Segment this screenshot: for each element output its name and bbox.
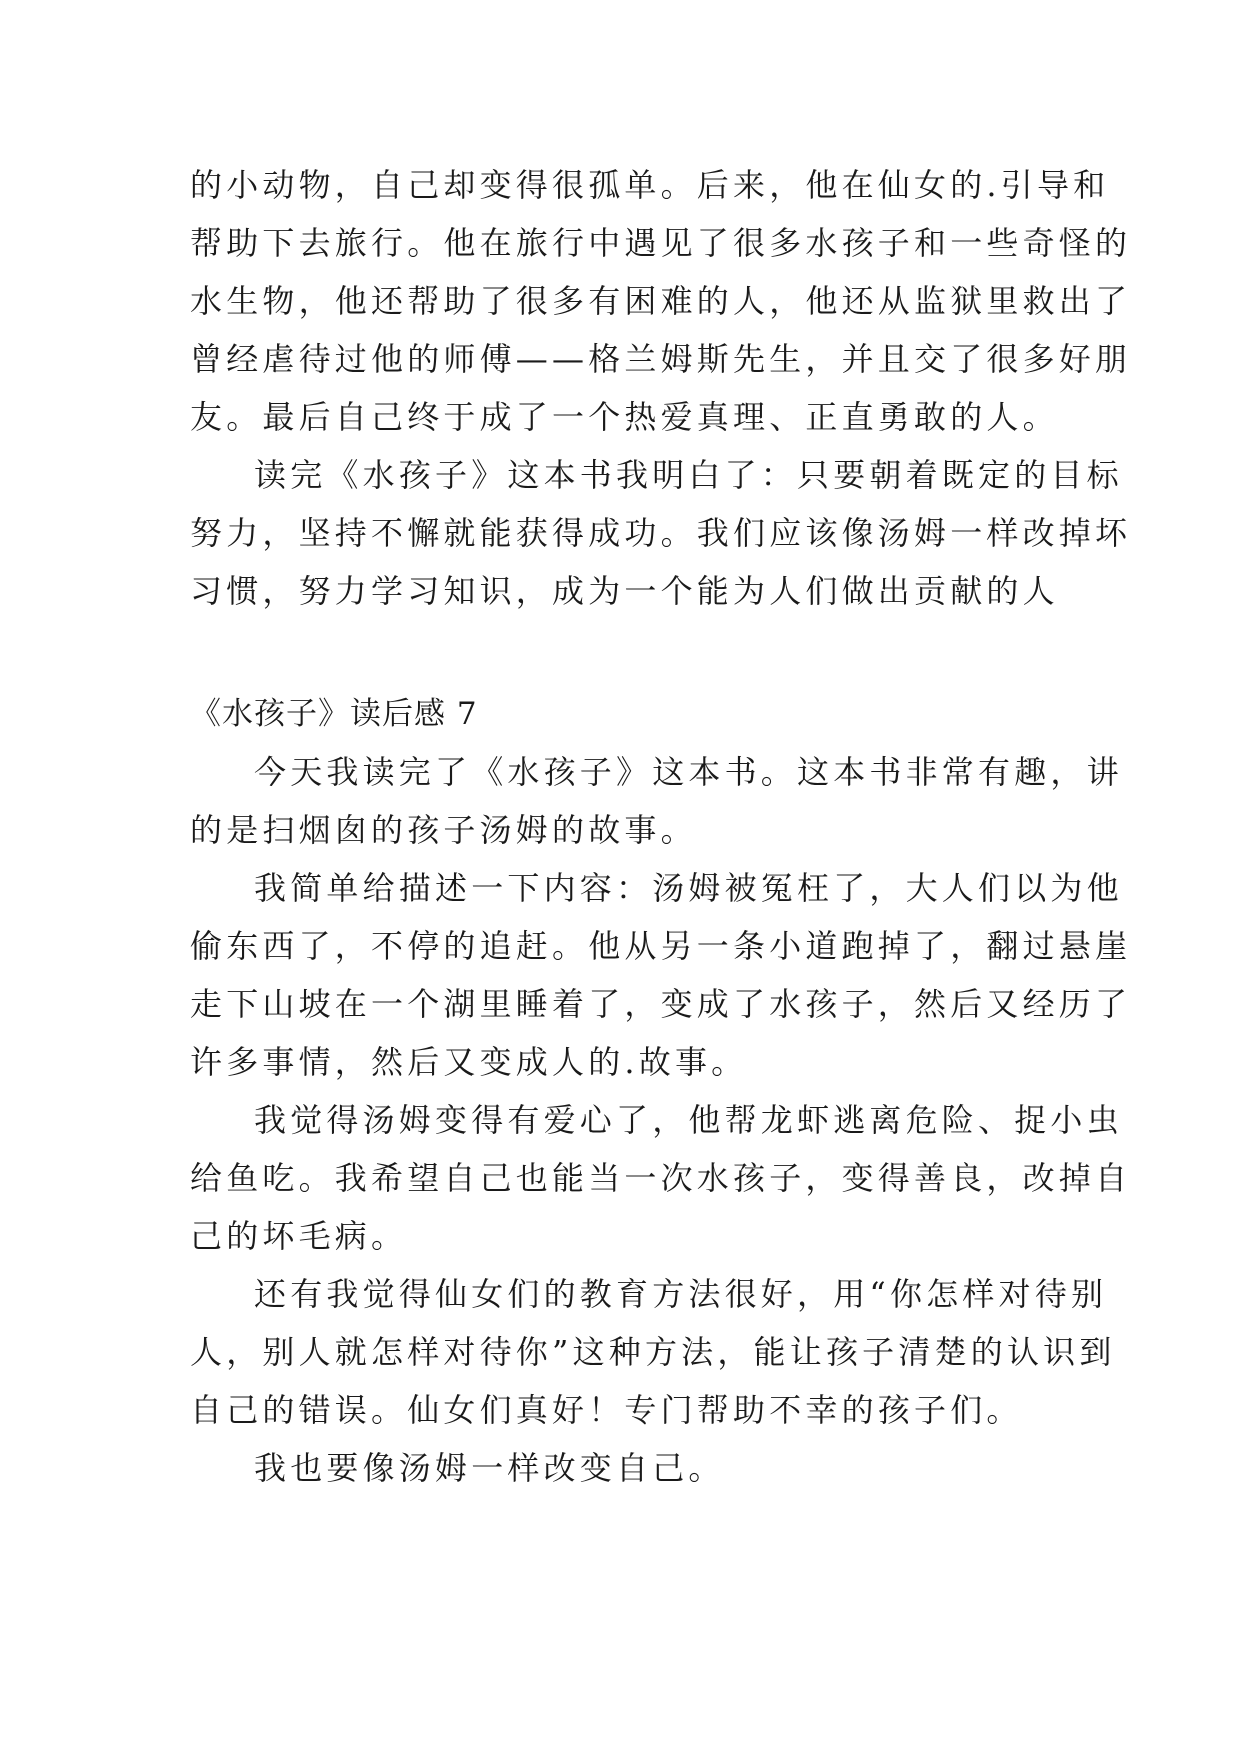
text-line: 走下山坡在一个湖里睡着了，变成了水孩子，然后又经历了: [190, 985, 1132, 1023]
text-line: 我也要像汤姆一样改变自己。: [254, 1449, 725, 1487]
text-line: 读完《水孩子》这本书我明白了：只要朝着既定的目标: [254, 456, 1123, 494]
section-title: 《水孩子》读后感 7: [190, 696, 478, 732]
text-line: 我觉得汤姆变得有爱心了，他帮龙虾逃离危险、捉小虫: [254, 1101, 1123, 1139]
text-line: 的小动物，自己却变得很孤单。后来，他在仙女的.引导和: [190, 166, 1110, 204]
text-line: 友。最后自己终于成了一个热爱真理、正直勇敢的人。: [190, 398, 1059, 436]
paragraph-reflection: [190, 1091, 1132, 1265]
text-line: 给鱼吃。我希望自己也能当一次水孩子，变得善良，改掉自: [190, 1159, 1132, 1197]
text-line: 努力，坚持不懈就能获得成功。我们应该像汤姆一样改掉坏: [190, 514, 1132, 552]
text-line: 今天我读完了《水孩子》这本书。这本书非常有趣，讲: [254, 753, 1123, 791]
text-line: 水生物，他还帮助了很多有困难的人，他还从监狱里救出了: [190, 282, 1132, 320]
text-line: 人，别人就怎样对待你”这种方法，能让孩子清楚的认识到: [190, 1333, 1116, 1371]
text-line: 曾经虐待过他的师傅——格兰姆斯先生，并且交了很多好朋: [190, 340, 1132, 378]
paragraph-intro: [190, 743, 1123, 859]
text-line: 的是扫烟囱的孩子汤姆的故事。: [190, 811, 697, 849]
continued-essay: [190, 156, 1132, 620]
text-line: 偷东西了，不停的追赶。他从另一条小道跑掉了，翻过悬崖: [190, 927, 1132, 965]
text-line: 我简单给描述一下内容：汤姆被冤枉了，大人们以为他: [254, 869, 1123, 907]
paragraph-summary: [190, 859, 1132, 1091]
text-line: 许多事情，然后又变成人的.故事。: [190, 1043, 748, 1081]
text-line: 自己的错误。仙女们真好！专门帮助不幸的孩子们。: [190, 1391, 1023, 1429]
text-line: 己的坏毛病。: [190, 1217, 408, 1255]
text-line: 习惯，努力学习知识，成为一个能为人们做出贡献的人: [190, 572, 1059, 610]
paragraph-story-summary: [190, 156, 1132, 446]
paragraph-closing: [190, 1439, 1056, 1497]
paragraph-fairies: [190, 1265, 1116, 1439]
text-line: 还有我觉得仙女们的教育方法很好，用“你怎样对待别: [254, 1275, 1108, 1313]
essay-7-body: [190, 743, 1132, 1497]
paragraph-conclusion: [190, 446, 1132, 620]
text-line: 帮助下去旅行。他在旅行中遇见了很多水孩子和一些奇怪的: [190, 224, 1132, 262]
